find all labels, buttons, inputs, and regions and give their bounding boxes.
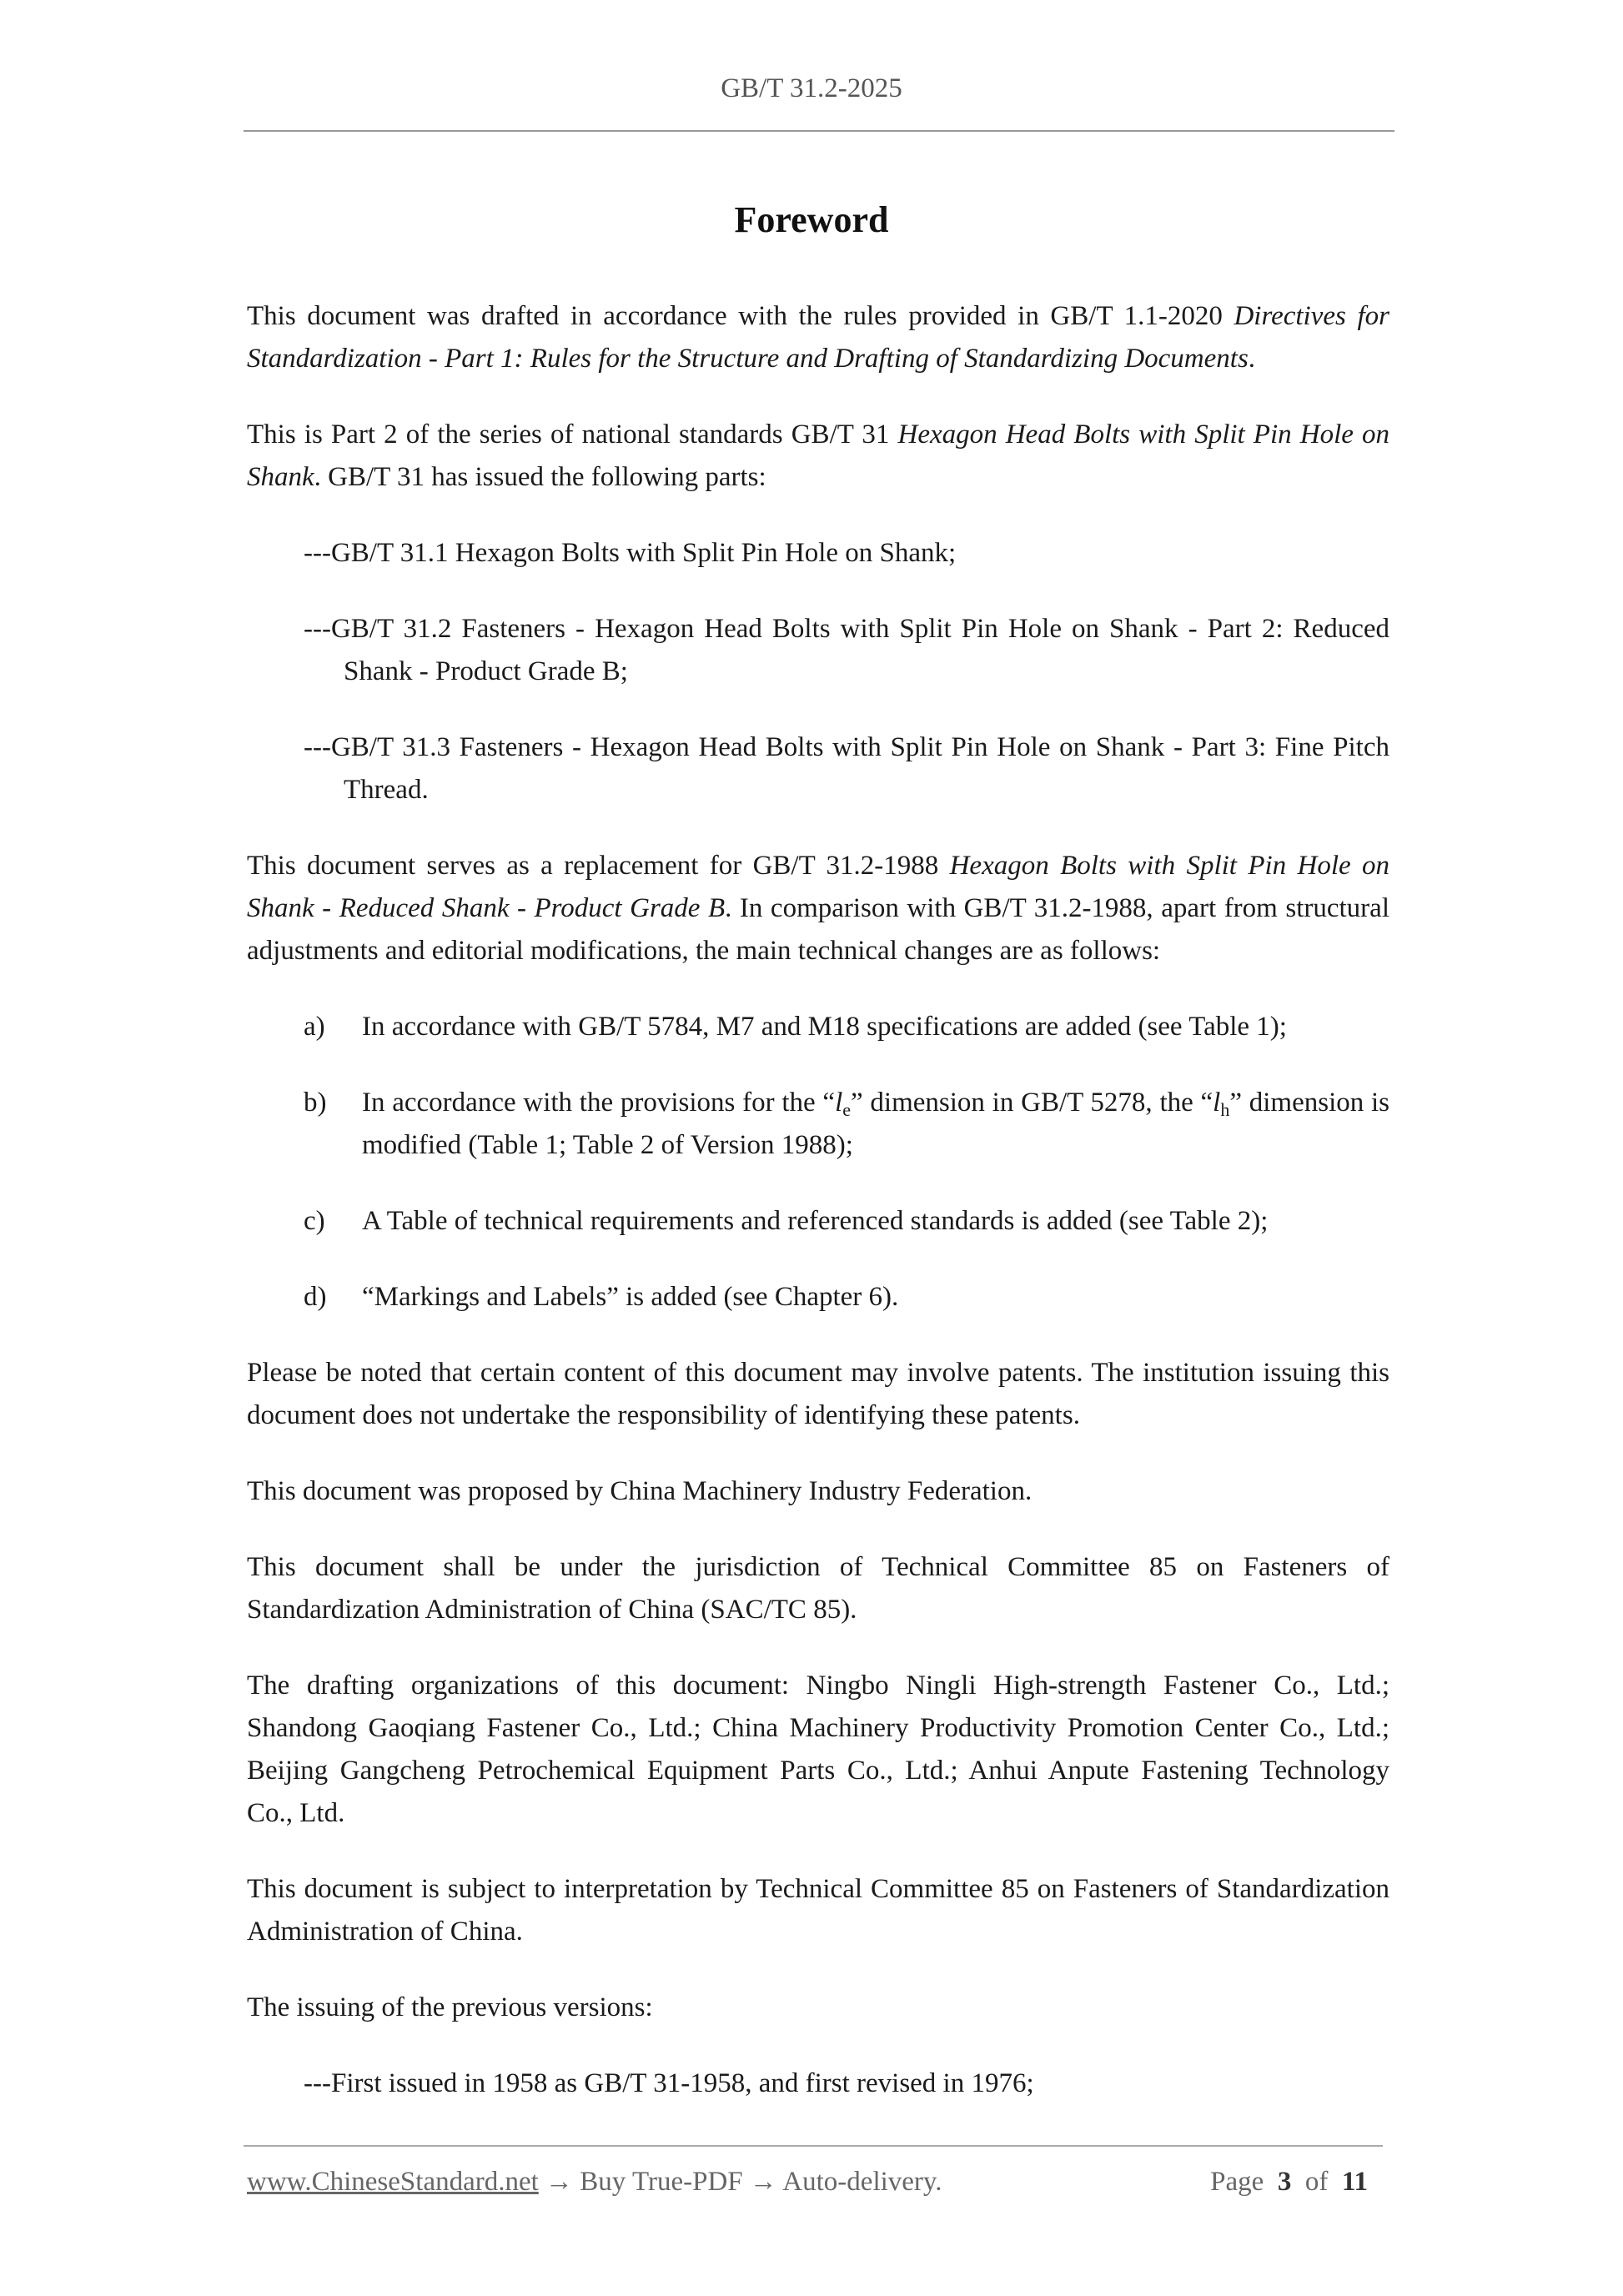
paragraph-replacement [247, 845, 1389, 972]
paragraph-patents: Please be noted that certain content of this document may involve patents. The institution issuing this document does not undertake the responsibility of identifying these patents. [247, 1358, 1389, 1430]
subscript: e [842, 1099, 852, 1120]
text-run: In accordance with the provisions for the “ [362, 1088, 836, 1118]
text-run: ” dimension is modified (Table 1; Table 2 of Version 1988); [362, 1088, 1390, 1160]
text-run: . [1248, 344, 1256, 374]
text-run: This document serves as a replacement for GB/T 31.2-1988 [247, 851, 950, 881]
page-title: Foreword [734, 199, 889, 240]
page-number: 3 [1277, 2167, 1292, 2197]
list-label: b) [304, 1088, 327, 1118]
change-item-b [304, 1082, 1389, 1167]
list-item-part-3: ---GB/T 31.3 Fasteners - Hexagon Head Bolts with Split Pin Hole on Shank - Part 3: Fine Pitch Thread. [304, 732, 1389, 805]
paragraph-interpretation: This document is subject to interpretation by Technical Committee 85 on Fasteners of Standardization Administration of China. [247, 1874, 1389, 1947]
page-footer [247, 2167, 1383, 2208]
footer-divider [244, 2145, 1383, 2147]
footer-promo [247, 2167, 942, 2198]
page-indicator [1210, 2167, 1368, 2198]
list-text: A Table of technical requirements and referenced standards is added (see Table 2); [362, 1206, 1269, 1236]
change-item-c [304, 1200, 1389, 1243]
subscript: h [1220, 1099, 1230, 1120]
italic-title: Hexagon Head Bolts with Split Pin Hole on Shank [247, 420, 1389, 492]
arrow-right-icon: → [545, 2167, 574, 2197]
paragraph-jurisdiction: This document shall be under the jurisdiction of Technical Committee 85 on Fasteners of Standardization Administration of China (SAC/TC 85). [247, 1552, 1389, 1625]
document-body [247, 295, 1389, 2138]
list-item-version-1: ---First issued in 1958 as GB/T 31-1958, and first revised in 1976; [304, 2068, 1034, 2098]
paragraph-drafting-rules [247, 295, 1389, 380]
paragraph-series [247, 414, 1389, 499]
running-header: GB/T 31.2-2025 [721, 73, 902, 103]
list-label: c) [304, 1206, 325, 1236]
paragraph-proposed-by: This document was proposed by China Machinery Industry Federation. [247, 1476, 1033, 1506]
header-divider [244, 130, 1394, 132]
footer-step-delivery: Auto-delivery. [776, 2167, 942, 2197]
list-label: a) [304, 1012, 325, 1042]
list-item-part-2: ---GB/T 31.2 Fasteners - Hexagon Head Bolts with Split Pin Hole on Shank - Part 2: Reduced Shank - Product Grade B; [304, 614, 1389, 686]
paragraph-previous-versions: The issuing of the previous versions: [247, 1992, 653, 2022]
change-item-a [304, 1006, 1389, 1048]
text-run: This is Part 2 of the series of national standards GB/T 31 [247, 420, 898, 450]
symbol: l [835, 1088, 843, 1118]
text-run: . GB/T 31 has issued the following parts: [314, 462, 766, 492]
website-link[interactable]: www.ChineseStandard.net [247, 2167, 539, 2197]
text-run: . In comparison with GB/T 31.2-1988, apart from structural adjustments and editorial modifications, the main technical changes are as follows: [247, 893, 1389, 966]
list-label: d) [304, 1282, 327, 1312]
text-run: This document was drafted in accordance with the rules provided in GB/T 1.1-2020 [247, 301, 1234, 331]
symbol: l [1213, 1088, 1221, 1118]
of-word: of [1304, 2167, 1329, 2197]
page-word: Page [1210, 2167, 1264, 2197]
text-run: ” dimension in GB/T 5278, the “ [851, 1088, 1213, 1118]
italic-title: Directives for Standardization - Part 1: Rules for the Structure and Drafting of Standardizing Documents [247, 301, 1389, 374]
italic-title: Hexagon Bolts with Split Pin Hole on Shank - Reduced Shank - Product Grade B [247, 851, 1389, 923]
list-text [362, 1082, 1389, 1167]
change-item-d [304, 1276, 1389, 1319]
list-text: In accordance with GB/T 5784, M7 and M18 specifications are added (see Table 1); [362, 1012, 1287, 1042]
list-text: “Markings and Labels” is added (see Chapter 6). [362, 1282, 899, 1312]
list-item-part-1: ---GB/T 31.1 Hexagon Bolts with Split Pin Hole on Shank; [304, 538, 957, 568]
arrow-right-icon: → [749, 2167, 777, 2197]
paragraph-drafting-organizations: The drafting organizations of this document: Ningbo Ningli High-strength Fastener Co., Ltd.; Shandong Gaoqiang Fastener Co., Ltd.; China Machinery Productivity Promotion Center Co., Ltd.; Beijing Gangcheng Petrochemical Equipment Parts Co., Ltd.; Anhui Anpute Fastening Technology Co., Ltd. [247, 1671, 1389, 1828]
page-total: 11 [1341, 2167, 1368, 2197]
footer-step-buy: Buy True-PDF [573, 2167, 750, 2197]
